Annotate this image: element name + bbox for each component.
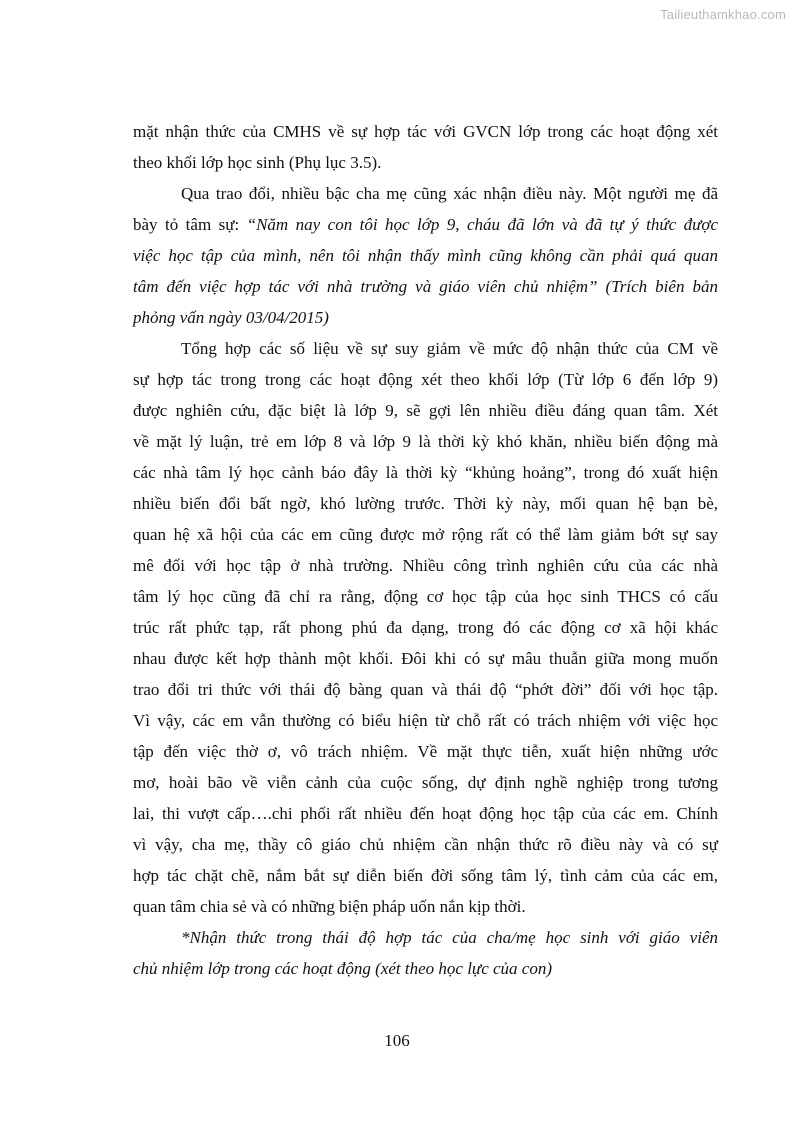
text-line: mơ, hoài bão về viễn cảnh của cuộc sống, dự định nghề nghiệp trong tương	[133, 773, 718, 792]
paragraph-continuation	[133, 116, 718, 178]
body-text	[133, 116, 718, 984]
text-line: nhiều biến đổi bất ngờ, khó lường trước. Thời kỳ này, mối quan hệ bạn bè,	[133, 494, 718, 513]
text-line	[133, 209, 718, 240]
text-line: về mặt lý luận, trẻ em lớp 8 và lớp 9 là thời kỳ khó khăn, nhiều biến động mà	[133, 432, 718, 451]
watermark: Tailieuthamkhao.com	[660, 7, 786, 22]
text-line: trúc rất phức tạp, rất phong phú đa dạng, trong đó các động cơ xã hội khác	[133, 618, 718, 637]
text-line: quan hệ xã hội của các em cũng được mở rộng rất có thể làm giảm bớt sự say	[133, 525, 718, 544]
text-line: tập đến việc thờ ơ, vô trách nhiệm. Về mặt thực tiễn, xuất hiện những ước	[133, 742, 718, 761]
text-line: sự hợp tác trong trong các hoạt động xét theo khối lớp (Từ lớp 6 đến lớp 9)	[133, 370, 718, 389]
paragraph-interview-quote	[133, 178, 718, 333]
section-heading	[133, 922, 718, 984]
heading-line: chủ nhiệm lớp trong các hoạt động (xét theo học lực của con)	[133, 959, 552, 978]
text-line: vì vậy, cha mẹ, thầy cô giáo chủ nhiệm cần nhận thức rõ điều này và có sự	[133, 835, 718, 854]
text-line: Qua trao đổi, nhiều bậc cha mẹ cũng xác nhận điều này. Một người mẹ đã	[181, 184, 718, 203]
text-line: theo khối lớp học sinh (Phụ lục 3.5).	[133, 153, 382, 172]
text-line: được nghiên cứu, đặc biệt là lớp 9, sẽ gợi lên nhiều điều đáng quan tâm. Xét	[133, 401, 718, 420]
page-number: 106	[384, 1031, 410, 1050]
text-line: các nhà tâm lý học cảnh báo đây là thời kỳ “khủng hoảng”, trong đó xuất hiện	[133, 463, 718, 482]
heading-line: *Nhận thức trong thái độ hợp tác của cha/mẹ học sinh với giáo viên	[181, 928, 718, 947]
quote-text: “Năm nay con tôi học lớp 9, cháu đã lớn và đã tự ý thức được	[246, 215, 718, 234]
text-line: trao đổi tri thức với thái độ bàng quan và thái độ “phớt đời” đối với học tập.	[133, 680, 718, 699]
quote-line: phỏng vấn ngày 03/04/2015)	[133, 308, 329, 327]
text-line: hợp tác chặt chẽ, nắm bắt sự diễn biến đời sống tâm lý, tình cảm của các em,	[133, 866, 718, 885]
text-line: lai, thi vượt cấp….chi phối rất nhiều đến hoạt động học tập của các em. Chính	[133, 804, 718, 823]
paragraph-analysis	[133, 333, 718, 922]
text-line: Tổng hợp các số liệu về sự suy giảm về mức độ nhận thức của CM về	[181, 339, 718, 358]
text-line: Vì vậy, các em vẫn thường có biểu hiện từ chỗ rất có trách nhiệm với việc học	[133, 711, 718, 730]
text-line: mê đối với học tập ở nhà trường. Nhiều công trình nghiên cứu của các nhà	[133, 556, 718, 575]
text-line: nhau được kết hợp thành một khối. Đôi khi có sự mâu thuẫn giữa mong muốn	[133, 649, 718, 668]
text-line: quan tâm chia sẻ và có những biện pháp uốn nắn kịp thời.	[133, 897, 526, 916]
quote-lead: bày tỏ tâm sự:	[133, 215, 247, 234]
quote-line: việc học tập của mình, nên tôi nhận thấy mình cũng không cần phải quá quan	[133, 246, 718, 265]
quote-line: tâm đến việc hợp tác với nhà trường và giáo viên chủ nhiệm” (Trích biên bản	[133, 277, 718, 296]
text-line: mặt nhận thức của CMHS về sự hợp tác với GVCN lớp trong các hoạt động xét	[133, 122, 718, 141]
text-line: tâm lý học cũng đã chỉ ra rằng, động cơ học tập của học sinh THCS có cấu	[133, 587, 718, 606]
